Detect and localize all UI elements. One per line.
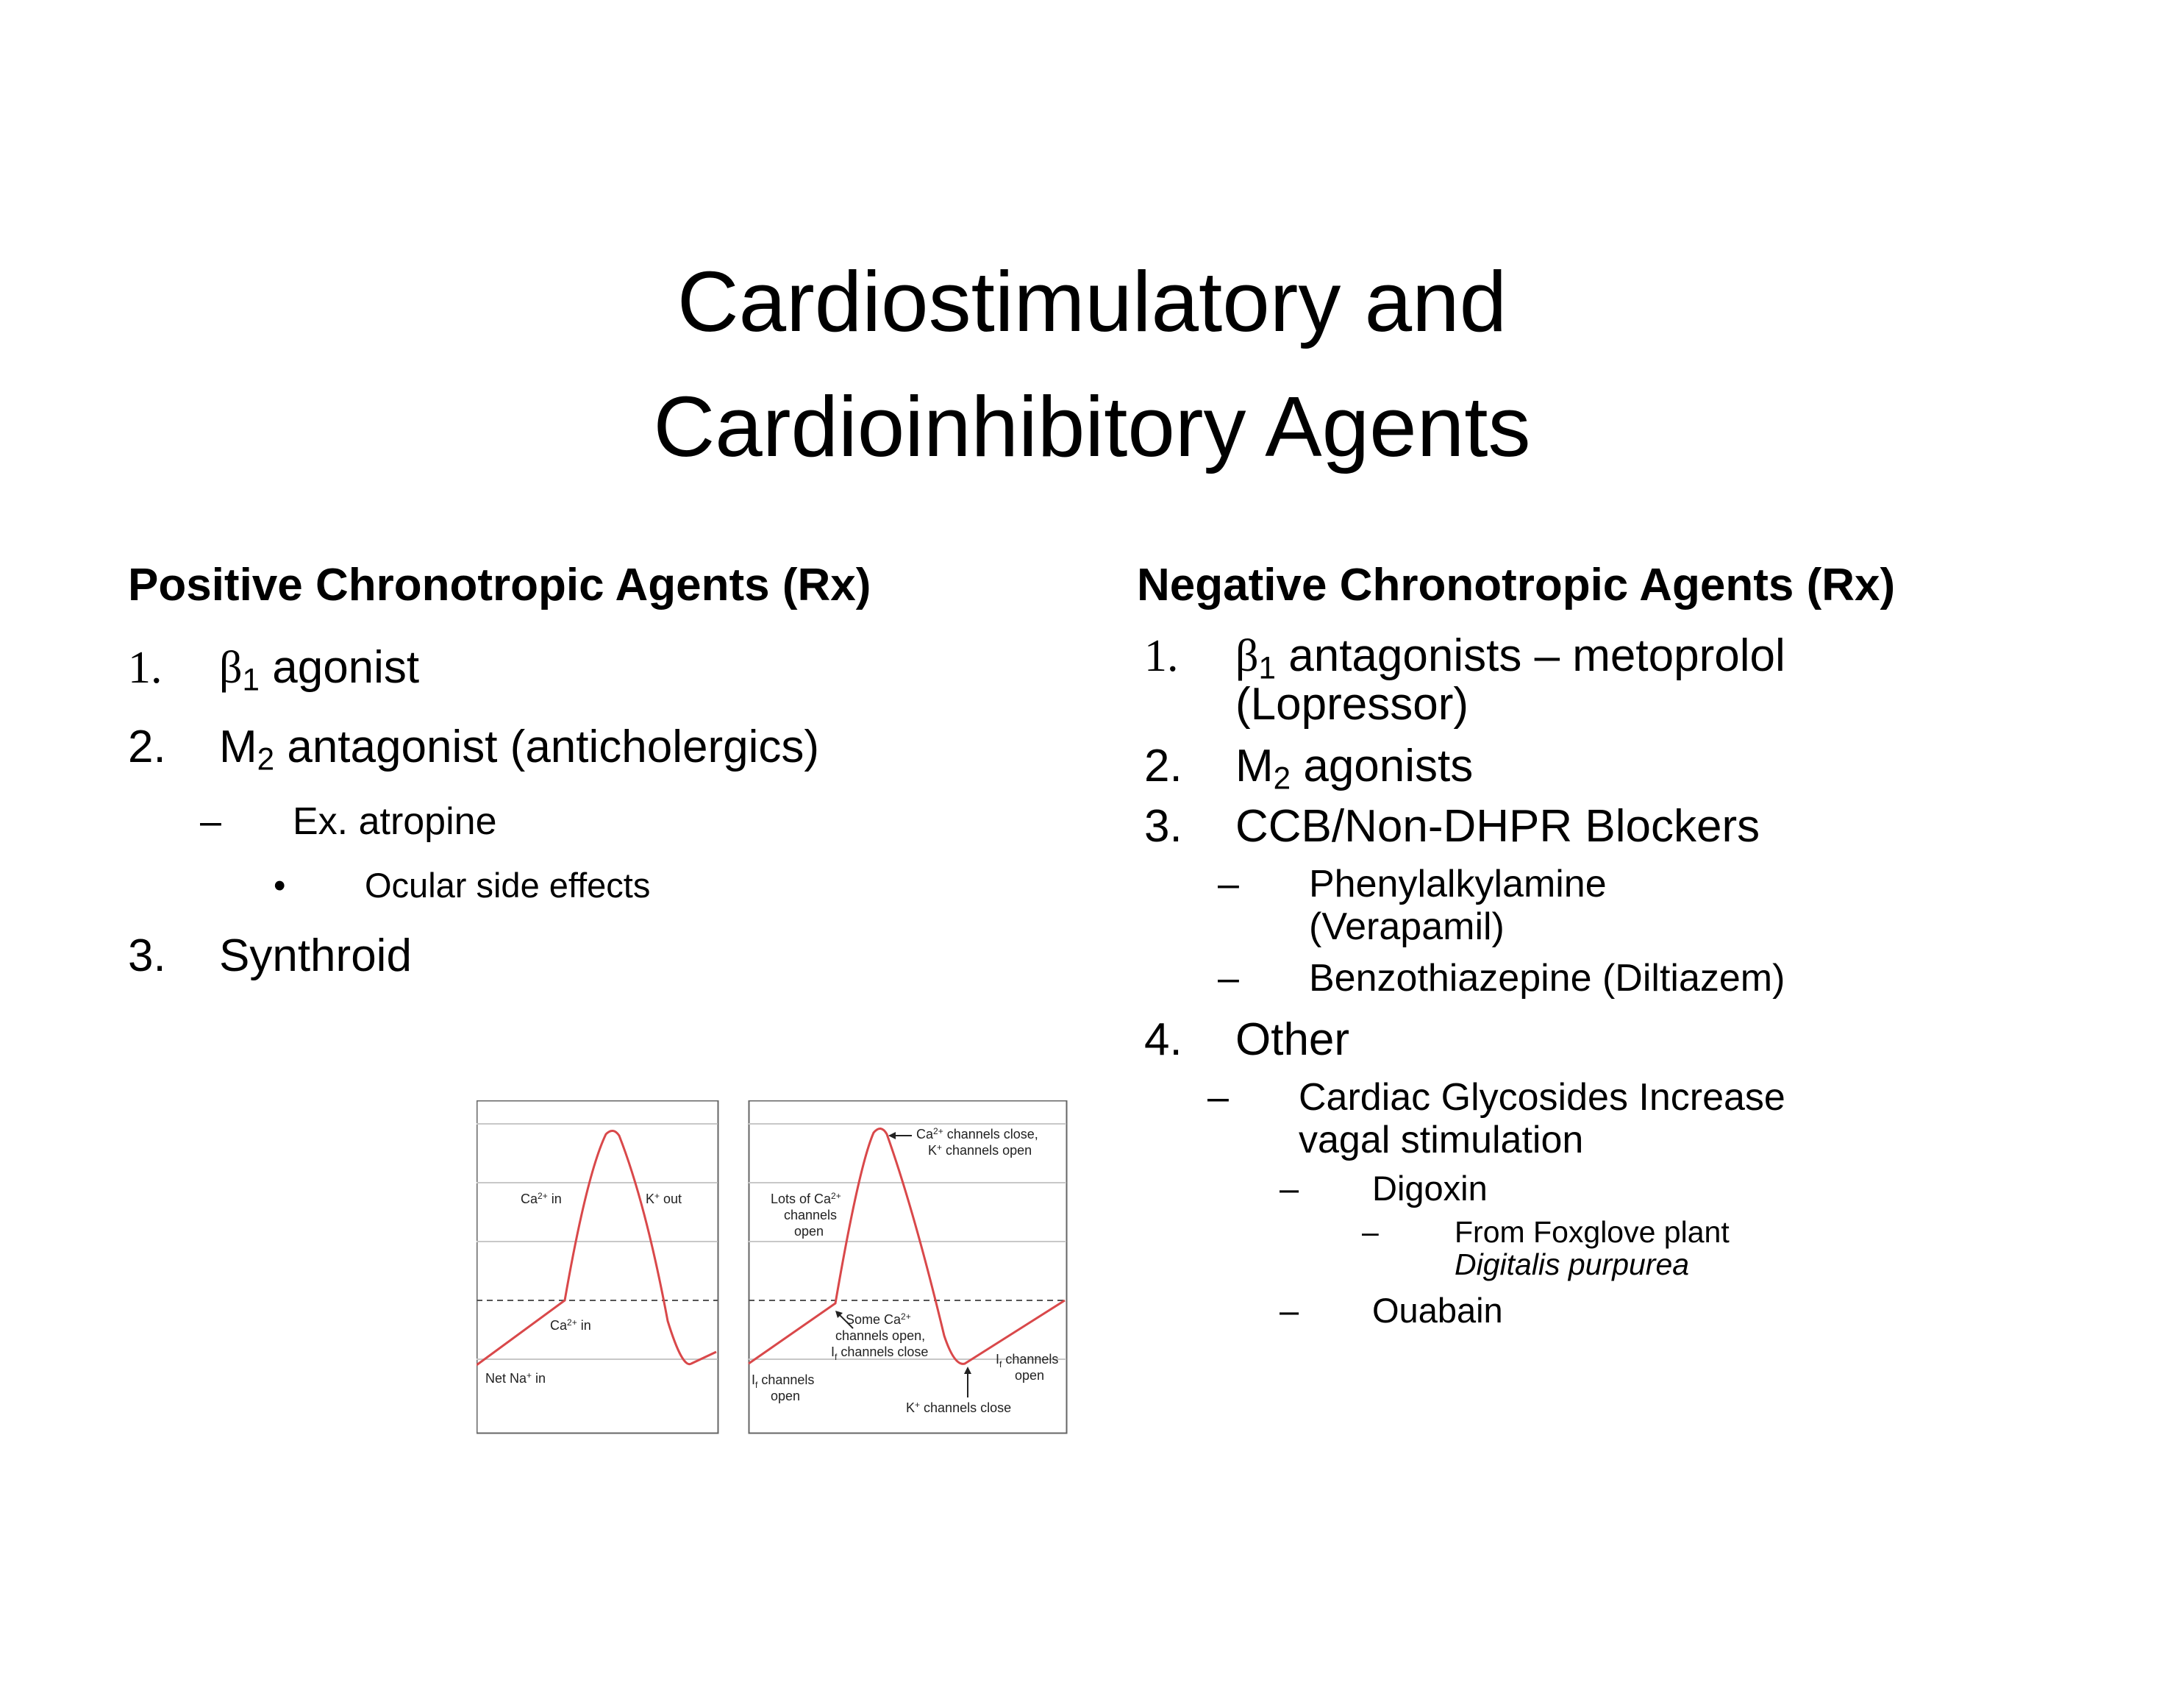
label-ca-in-top: $Ca^{2+}$ in (521, 1191, 562, 1206)
action-potential-figure (477, 1100, 1072, 1439)
beta-symbol: β (219, 643, 243, 693)
positive-subitem-atropine: – Ex. atropine (200, 800, 497, 843)
positive-item-2: 2. $M_2$ antagonist (anticholergics) (128, 722, 820, 777)
label-lots-channels: channels (784, 1208, 838, 1222)
negative-subitem-cardiac-glycosides: – Cardiac Glycosides Increase vagal stimulation (1207, 1076, 1785, 1161)
label-k-channels-close: K+ channels close (906, 1400, 1012, 1415)
negative-chronotropic-heading: Negative Chronotropic Agents (Rx) (1137, 560, 1896, 610)
label-if-channels-right: $I_f$ channels (996, 1352, 1059, 1370)
label-some-channels-open: channels open, (835, 1328, 926, 1343)
negative-subitem-benzothiazepine: – Benzothiazepine (Diltiazem) (1218, 957, 1785, 1000)
negative-subsubitem-ouabain: – Ouabain (1280, 1291, 1503, 1330)
negative-item-4: 4. Other (1144, 1014, 1350, 1065)
label-ca-channels-close: $Ca^{2+}$ channels close, (916, 1126, 1038, 1142)
list-number: 1. (128, 643, 163, 693)
negative-item-2: 2. $M_2$ agonists (1144, 741, 1474, 796)
negative-subsubitem-digoxin: – Digoxin (1280, 1169, 1488, 1208)
positive-subsubitem-ocular: • Ocular side effects (274, 866, 651, 905)
label-if-open-right: open (1015, 1368, 1045, 1383)
label-k-out: K+ out (646, 1191, 682, 1206)
label-net-na-in: Net Na+ in (485, 1370, 546, 1386)
beta-symbol: β (1235, 631, 1259, 681)
label-lots-of-ca: Lots of $Ca^{2+}$ (771, 1191, 841, 1206)
negative-detail-foxglove: – From Foxglove plant Digitalis purpurea (1362, 1215, 1730, 1281)
label-lots-open: open (794, 1224, 824, 1239)
negative-item-1: 1. $\beta_1$ antagonists – metoprolol (Lopressor) (1144, 630, 1785, 730)
label-some-ca: Some $Ca^{2+}$ (846, 1311, 911, 1327)
negative-item-3: 3. CCB/Non-DHPR Blockers (1144, 801, 1760, 852)
positive-item-3: 3. Synthroid (128, 930, 412, 981)
list-number: 2. (128, 722, 166, 772)
positive-item-1: 1. $\beta_1$ agonist (128, 642, 420, 697)
label-ca-in-mid: $Ca^{2+}$ in (550, 1317, 591, 1333)
label-if-channels-close: $I_f$ channels close (831, 1345, 929, 1362)
label-if-channels-left: $I_f$ channels (752, 1372, 815, 1390)
slide-title-line-1: Cardiostimulatory and (677, 254, 1507, 349)
slide-title-line-2: Cardioinhibitory Agents (653, 379, 1531, 474)
negative-subitem-phenylalkylamine: – Phenylalkylamine (Verapamil) (1218, 863, 1607, 948)
ventricular-ap-panel (477, 1101, 718, 1434)
positive-chronotropic-heading: Positive Chronotropic Agents (Rx) (128, 560, 871, 610)
label-if-open-left: open (771, 1389, 801, 1403)
label-k-channels-open: K+ channels open (928, 1142, 1032, 1158)
pacemaker-ap-panel (749, 1101, 1067, 1434)
